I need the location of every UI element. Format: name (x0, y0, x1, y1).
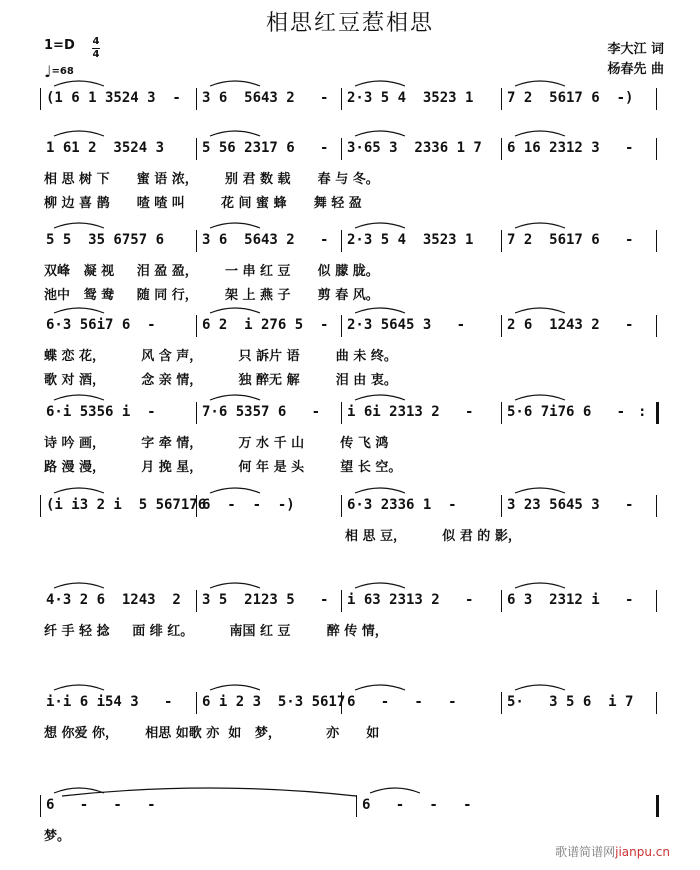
barline (341, 138, 342, 160)
measure: 6 i 2 3 5·3 5617 (202, 694, 346, 710)
watermark-site: jianpu.cn (615, 845, 670, 859)
measure: 5· 3 5 6 i 7 (507, 694, 634, 710)
slur-mark (54, 685, 104, 690)
lyric-line-1: 梦。 (44, 829, 71, 844)
barline (341, 230, 342, 252)
measure: 3 5 2123 5 - (202, 592, 329, 608)
lyric-line-1: 相 思 树 下 蜜 语 浓， 别 君 数 载 春 与 冬。 (44, 172, 379, 187)
composer-credit: 杨春先 曲 (607, 62, 664, 77)
barline (196, 138, 197, 160)
measure: 2·3 5645 3 - (347, 317, 466, 333)
slur-mark (355, 685, 405, 690)
slur-mark (54, 81, 104, 86)
measure: 5 56 2317 6 - (202, 140, 329, 156)
barline (501, 230, 502, 252)
measure: 2·3 5 4 3523 1 (347, 232, 474, 248)
slur-mark (54, 788, 104, 793)
measure: 6·3 2336 1 - (347, 497, 457, 513)
measure: 6 2 i 276 5 - (202, 317, 329, 333)
lyric-line-1: 蝶 恋 花， 风 含 声， 只 訴片 语 曲 未 终。 (44, 349, 397, 364)
measure: 7·6 5357 6 - (202, 404, 321, 420)
barline (40, 495, 41, 517)
slur-mark (210, 308, 260, 313)
measure: 6 - - - (347, 694, 457, 710)
slur-mark (355, 488, 405, 493)
slur-mark (515, 223, 565, 228)
barline (501, 590, 502, 612)
measure: 2 6 1243 2 - (507, 317, 634, 333)
measure: 1 61 2 3524 3 (46, 140, 165, 156)
barline (656, 692, 657, 714)
barline (501, 692, 502, 714)
slur-mark (515, 308, 565, 313)
slur-mark (515, 685, 565, 690)
measure: 6 - - - (362, 797, 472, 813)
slur-mark (210, 131, 260, 136)
slur-mark (515, 395, 565, 400)
measure: 6 - - - (46, 797, 156, 813)
measure: 6·3 56i7 6 - (46, 317, 156, 333)
song-title: 相思红豆惹相思 (265, 11, 434, 36)
barline (656, 495, 657, 517)
lyric-line-2: 歌 对 酒， 念 亲 情， 独 醉无 解 泪 由 衷。 (44, 373, 397, 388)
slur-mark (515, 131, 565, 136)
measure: i·i 6 i54 3 - (46, 694, 173, 710)
slur-mark (54, 583, 104, 588)
lyric-line-1: 纤 手 轻 捻 面 绯 红。 南国 红 豆 醉 传 情， (44, 624, 388, 639)
barline (656, 88, 657, 110)
lyric-line-1: 相 思 豆， 似 君 的 影， (345, 529, 521, 544)
barline (501, 495, 502, 517)
barline (656, 315, 657, 337)
measure: (i i3 2 i 5 567176 (46, 497, 207, 513)
lyric-line-1: 双峰 凝 视 泪 盈 盈， 一 串 红 豆 似 朦 胧。 (44, 264, 379, 279)
barline (656, 590, 657, 612)
measure: 4·3 2 6 1243 2 (46, 592, 181, 608)
watermark-text: 歌谱简谱网 (555, 845, 616, 859)
measure: 3·65 3 2336 1 7 (347, 140, 482, 156)
barline (656, 795, 659, 817)
slur-mark (210, 488, 260, 493)
slur-mark (210, 223, 260, 228)
measure: 5·6 7i76 6 - (507, 404, 626, 420)
watermark (555, 843, 670, 860)
lyric-line-2: 池中 鸳 鸯 随 同 行， 架 上 燕 子 剪 春 风。 (44, 288, 379, 303)
barline (501, 138, 502, 160)
slur-mark (54, 223, 104, 228)
measure: 5 5 35 6757 6 (46, 232, 165, 248)
measure: 3 6 5643 2 - (202, 90, 329, 106)
measure: 7 2 5617 6 - (507, 232, 634, 248)
slur-mark (355, 223, 405, 228)
lyric-line-2: 路 漫 漫， 月 挽 星， 何 年 是 头 望 长 空。 (44, 460, 402, 475)
slur-mark (54, 488, 104, 493)
barline (341, 402, 342, 424)
measure: 6 - - -) (202, 497, 295, 513)
barline (501, 402, 502, 424)
barline (341, 590, 342, 612)
slur-mark (355, 308, 405, 313)
measure: 6 16 2312 3 - (507, 140, 634, 156)
slur-mark (210, 81, 260, 86)
quarter-note-icon: ♩ (44, 62, 52, 81)
tempo-value: =68 (51, 66, 74, 77)
barline (196, 230, 197, 252)
barline (341, 315, 342, 337)
slur-mark (355, 583, 405, 588)
slur-mark (370, 788, 420, 793)
barline (40, 88, 41, 110)
time-sig-top: 4 (92, 36, 100, 47)
slur-mark (355, 131, 405, 136)
lyricist-credit: 李大江 词 (607, 42, 664, 57)
barline (196, 692, 197, 714)
barline (356, 795, 357, 817)
measure: 6·i 5356 i - (46, 404, 156, 420)
slur-mark (210, 583, 260, 588)
measure: 3 6 5643 2 - (202, 232, 329, 248)
lyric-line-1: 想 你爱 你， 相思 如歌 亦 如 梦， 亦 如 (44, 726, 380, 741)
barline (196, 315, 197, 337)
slur-mark (54, 131, 104, 136)
barline (501, 88, 502, 110)
time-sig-bottom: 4 (92, 49, 100, 60)
barline (196, 590, 197, 612)
measure: i 6i 2313 2 - (347, 404, 474, 420)
barline (656, 138, 657, 160)
tie-mark (62, 788, 356, 796)
key-signature: 1=D (44, 38, 75, 53)
slur-mark (210, 685, 260, 690)
slur-mark (54, 308, 104, 313)
slur-mark (515, 583, 565, 588)
measure: i 63 2313 2 - (347, 592, 474, 608)
barline (341, 495, 342, 517)
tempo-marking (44, 62, 74, 81)
slur-mark (355, 81, 405, 86)
barline (501, 315, 502, 337)
measure: 7 2 5617 6 -) (507, 90, 634, 106)
barline (196, 402, 197, 424)
measure: 3 23 5645 3 - (507, 497, 634, 513)
barline (656, 402, 659, 424)
time-signature (92, 37, 100, 60)
measure: (1 6 1 3524 3 - (46, 90, 181, 106)
measure: 6 3 2312 i - (507, 592, 634, 608)
barline (40, 795, 41, 817)
measure: 2·3 5 4 3523 1 (347, 90, 474, 106)
repeat-sign: : (638, 404, 647, 420)
barline (341, 88, 342, 110)
slur-mark (210, 395, 260, 400)
barline (196, 88, 197, 110)
slur-mark (515, 81, 565, 86)
slur-mark (515, 488, 565, 493)
lyric-line-2: 柳 边 喜 鹊 喳 喳 叫 花 间 蜜 蜂 舞 轻 盈 (44, 196, 362, 211)
slur-mark (355, 395, 405, 400)
lyric-line-1: 诗 吟 画， 字 牵 情， 万 水 千 山 传 飞 鸿 (44, 436, 389, 451)
slur-mark (54, 395, 104, 400)
barline (656, 230, 657, 252)
